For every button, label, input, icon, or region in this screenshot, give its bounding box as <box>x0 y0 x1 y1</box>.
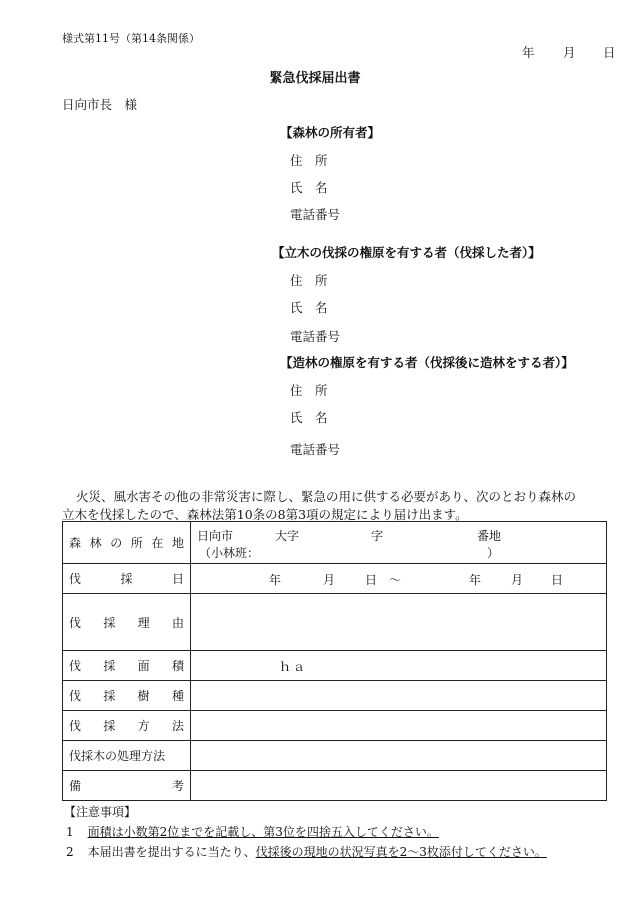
party-field-name: 氏 名 <box>290 410 328 425</box>
note-number: 2 <box>66 845 74 859</box>
party-field-address: 住 所 <box>290 273 328 288</box>
area-unit: ｈａ <box>279 660 308 674</box>
date-day: 日 <box>365 573 378 587</box>
party-heading: 【立木の伐採の権原を有する者（伐採した者）】 <box>272 245 541 260</box>
date-year-end: 年 <box>469 573 482 587</box>
note-emphasis: 面積は小数第2位までを記載し、第3位を四捨五入してください。 <box>87 825 439 839</box>
label-felling-species: 伐 採 樹 種 <box>63 681 191 711</box>
notes-heading: 【注意事項】 <box>64 805 137 819</box>
date-month: 月 <box>323 573 336 587</box>
date-year-label: 年 <box>522 45 535 60</box>
date-day-label: 日 <box>603 45 616 60</box>
row-remarks <box>63 771 607 801</box>
addressee: 日向市長 様 <box>62 97 138 112</box>
form-number: 様式第11号（第14条関係） <box>62 32 200 45</box>
party-field-name: 氏 名 <box>290 180 328 195</box>
row-felling-method <box>63 711 607 741</box>
label-felling-reason: 伐 採 理 由 <box>63 594 191 651</box>
location-oaza: 大字 <box>275 529 300 543</box>
party-heading: 【森林の所有者】 <box>280 125 381 140</box>
party-field-name: 氏 名 <box>290 300 328 315</box>
party-field-phone: 電話番号 <box>290 329 341 344</box>
label-remarks: 備 考 <box>63 771 191 801</box>
label-felling-method: 伐 採 方 法 <box>63 711 191 741</box>
party-field-phone: 電話番号 <box>290 442 341 457</box>
declaration-line-1: 火災、風水害その他の非常災害に際し、緊急の用に供する必要があり、次のとおり森林の <box>76 489 577 504</box>
date-year: 年 <box>269 573 282 587</box>
value-remarks[interactable] <box>191 771 607 801</box>
location-close-paren: ） <box>487 546 500 560</box>
label-felling-date: 伐 採 日 <box>63 564 191 594</box>
label-location: 森 林 の 所 在 地 <box>63 522 191 564</box>
date-day-end: 日 <box>551 573 564 587</box>
location-aza: 字 <box>371 529 384 543</box>
value-felling-date[interactable] <box>191 564 607 594</box>
value-felling-method[interactable] <box>191 711 607 741</box>
date-month-label: 月 <box>563 45 576 60</box>
location-subcompartment: （小林班： <box>199 546 260 560</box>
date-range-tilde: ～ <box>389 573 402 587</box>
party-field-address: 住 所 <box>290 383 328 398</box>
value-felling-species[interactable] <box>191 681 607 711</box>
label-felling-area: 伐 採 面 積 <box>63 651 191 681</box>
row-felling-area <box>63 651 607 681</box>
value-felling-area[interactable] <box>191 651 607 681</box>
note-number: 1 <box>66 825 74 839</box>
value-location[interactable] <box>191 522 607 564</box>
felling-details-table <box>62 521 607 801</box>
row-felling-species <box>63 681 607 711</box>
note-item-2: 2 本届出書を提出するに当たり、伐採後の現地の状況写真を2～3枚添付してください。 <box>66 845 547 859</box>
row-felling-reason <box>63 594 607 651</box>
row-felling-date <box>63 564 607 594</box>
row-timber-disposal <box>63 741 607 771</box>
note-emphasis: 伐採後の現地の状況写真を2～3枚添付してください。 <box>255 845 547 859</box>
location-city: 日向市 <box>197 529 234 543</box>
label-timber-disposal: 伐採木の処理方法 <box>63 741 191 771</box>
party-field-phone: 電話番号 <box>290 207 341 222</box>
page-title: 緊急伐採届出書 <box>269 71 361 86</box>
location-banchi: 番地 <box>477 529 502 543</box>
value-timber-disposal[interactable] <box>191 741 607 771</box>
party-field-address: 住 所 <box>290 153 328 168</box>
note-item-1 <box>66 823 439 840</box>
value-felling-reason[interactable] <box>191 594 607 651</box>
party-heading: 【造林の権原を有する者（伐採後に造林をする者）】 <box>280 355 574 370</box>
declaration-line-2: 立木を伐採したので、森林法第10条の8第3項の規定により届け出ます。 <box>62 507 468 522</box>
date-month-end: 月 <box>511 573 524 587</box>
row-location <box>63 522 607 564</box>
